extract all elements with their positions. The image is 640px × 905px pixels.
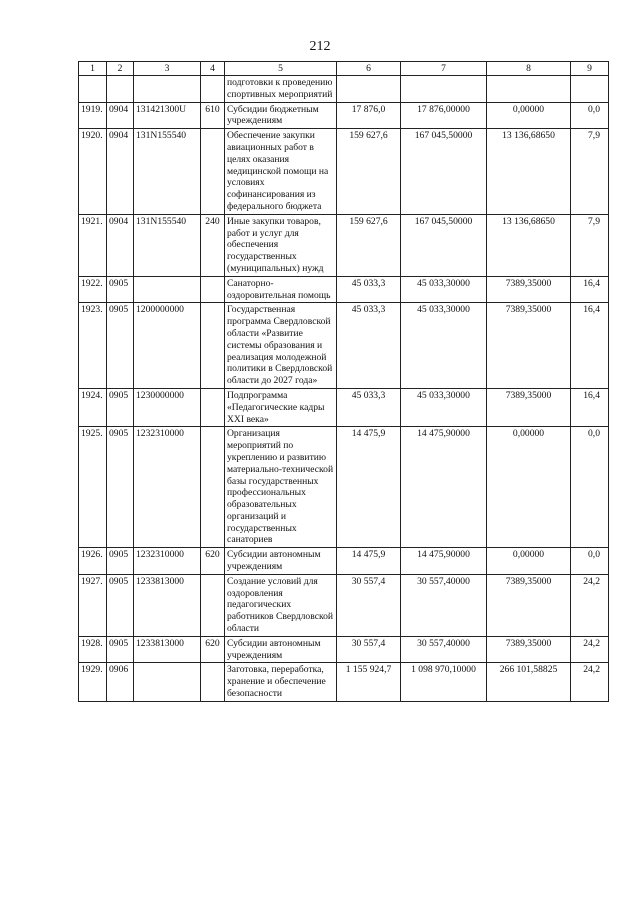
column-header: 3 <box>134 62 201 76</box>
target-article-code <box>134 663 201 701</box>
table-row <box>79 276 609 303</box>
item-name: Иные закупки товаров, работ и услуг для обеспечения государственных (муниципальных) нужд <box>225 214 337 276</box>
execution-percent: 24,2 <box>571 663 609 701</box>
approved-amount: 45 033,30000 <box>401 303 487 389</box>
section-code: 0906 <box>107 663 134 701</box>
execution-percent <box>571 76 609 103</box>
approved-amount: 30 557,40000 <box>401 636 487 663</box>
target-article-code: 1233813000 <box>134 574 201 636</box>
row-number: 1925. <box>79 427 107 548</box>
column-header: 6 <box>337 62 401 76</box>
execution-percent: 16,4 <box>571 388 609 426</box>
expense-type-code <box>201 427 225 548</box>
table-row <box>79 303 609 389</box>
execution-percent: 0,0 <box>571 548 609 575</box>
row-number: 1920. <box>79 129 107 215</box>
planned-amount <box>337 76 401 103</box>
executed-amount: 13 136,68650 <box>487 129 571 215</box>
section-code <box>107 76 134 103</box>
execution-percent: 24,2 <box>571 636 609 663</box>
section-code: 0905 <box>107 388 134 426</box>
item-name: Государственная программа Свердловской области «Развитие системы образования и реализация молодежной политики в Свердловской области до 2027 года» <box>225 303 337 389</box>
section-code: 0905 <box>107 427 134 548</box>
approved-amount: 30 557,40000 <box>401 574 487 636</box>
approved-amount <box>401 76 487 103</box>
planned-amount: 1 155 924,7 <box>337 663 401 701</box>
target-article-code: 131N155540 <box>134 129 201 215</box>
expense-type-code <box>201 76 225 103</box>
target-article-code: 1232310000 <box>134 427 201 548</box>
section-code: 0904 <box>107 129 134 215</box>
approved-amount: 167 045,50000 <box>401 129 487 215</box>
column-header: 2 <box>107 62 134 76</box>
target-article-code <box>134 276 201 303</box>
planned-amount: 30 557,4 <box>337 636 401 663</box>
column-header: 8 <box>487 62 571 76</box>
item-name: Субсидии автономным учреждениям <box>225 548 337 575</box>
row-number: 1928. <box>79 636 107 663</box>
section-code: 0905 <box>107 303 134 389</box>
column-header: 9 <box>571 62 609 76</box>
expense-type-code <box>201 303 225 389</box>
item-name: подготовки к проведению спортивных мероприятий <box>225 76 337 103</box>
item-name: Санаторно-оздоровительная помощь <box>225 276 337 303</box>
planned-amount: 45 033,3 <box>337 303 401 389</box>
execution-percent: 7,9 <box>571 214 609 276</box>
column-header: 7 <box>401 62 487 76</box>
row-number: 1926. <box>79 548 107 575</box>
execution-percent: 16,4 <box>571 276 609 303</box>
approved-amount: 14 475,90000 <box>401 548 487 575</box>
target-article-code: 131421300U <box>134 102 201 129</box>
section-code: 0905 <box>107 636 134 663</box>
executed-amount: 0,00000 <box>487 427 571 548</box>
table-header-row <box>79 62 609 76</box>
table-row <box>79 214 609 276</box>
column-header: 5 <box>225 62 337 76</box>
item-name: Подпрограмма «Педагогические кадры XXI века» <box>225 388 337 426</box>
execution-percent: 0,0 <box>571 427 609 548</box>
target-article-code: 131N155540 <box>134 214 201 276</box>
row-number: 1929. <box>79 663 107 701</box>
expense-type-code: 610 <box>201 102 225 129</box>
executed-amount: 0,00000 <box>487 548 571 575</box>
execution-percent: 16,4 <box>571 303 609 389</box>
row-number: 1922. <box>79 276 107 303</box>
planned-amount: 159 627,6 <box>337 129 401 215</box>
item-name: Организация мероприятий по укреплению и развитию материально-технической базы государственных профессиональных образовательных организаций и государственных санаториев <box>225 427 337 548</box>
target-article-code: 1232310000 <box>134 548 201 575</box>
section-code: 0904 <box>107 102 134 129</box>
planned-amount: 30 557,4 <box>337 574 401 636</box>
column-header: 4 <box>201 62 225 76</box>
execution-percent: 24,2 <box>571 574 609 636</box>
expense-type-code: 620 <box>201 548 225 575</box>
approved-amount: 167 045,50000 <box>401 214 487 276</box>
item-name: Обеспечение закупки авиационных работ в целях оказания медицинской помощи на условиях софинансирования из федерального бюджета <box>225 129 337 215</box>
executed-amount: 7389,35000 <box>487 303 571 389</box>
section-code: 0905 <box>107 548 134 575</box>
expense-type-code: 620 <box>201 636 225 663</box>
item-name: Субсидии бюджетным учреждениям <box>225 102 337 129</box>
target-article-code: 1200000000 <box>134 303 201 389</box>
approved-amount: 1 098 970,10000 <box>401 663 487 701</box>
approved-amount: 14 475,90000 <box>401 427 487 548</box>
expense-type-code <box>201 276 225 303</box>
table-row <box>79 102 609 129</box>
table-row <box>79 663 609 701</box>
section-code: 0904 <box>107 214 134 276</box>
expense-type-code <box>201 574 225 636</box>
planned-amount: 45 033,3 <box>337 276 401 303</box>
approved-amount: 45 033,30000 <box>401 388 487 426</box>
planned-amount: 159 627,6 <box>337 214 401 276</box>
execution-percent: 0,0 <box>571 102 609 129</box>
section-code: 0905 <box>107 574 134 636</box>
page-number: 212 <box>309 39 331 54</box>
row-number: 1923. <box>79 303 107 389</box>
executed-amount: 7389,35000 <box>487 276 571 303</box>
planned-amount: 17 876,0 <box>337 102 401 129</box>
expense-type-code <box>201 388 225 426</box>
table-row <box>79 548 609 575</box>
budget-table <box>78 61 609 702</box>
column-header: 1 <box>79 62 107 76</box>
table-row <box>79 76 609 103</box>
executed-amount: 13 136,68650 <box>487 214 571 276</box>
approved-amount: 45 033,30000 <box>401 276 487 303</box>
executed-amount: 266 101,58825 <box>487 663 571 701</box>
row-number: 1924. <box>79 388 107 426</box>
executed-amount: 7389,35000 <box>487 574 571 636</box>
expense-type-code: 240 <box>201 214 225 276</box>
executed-amount: 0,00000 <box>487 102 571 129</box>
table-row <box>79 574 609 636</box>
expense-type-code <box>201 129 225 215</box>
target-article-code <box>134 76 201 103</box>
section-code: 0905 <box>107 276 134 303</box>
item-name: Субсидии автономным учреждениям <box>225 636 337 663</box>
executed-amount: 7389,35000 <box>487 636 571 663</box>
row-number: 1919. <box>79 102 107 129</box>
item-name: Заготовка, переработка, хранение и обеспечение безопасности <box>225 663 337 701</box>
executed-amount: 7389,35000 <box>487 388 571 426</box>
table-row <box>79 129 609 215</box>
item-name: Создание условий для оздоровления педагогических работников Свердловской области <box>225 574 337 636</box>
planned-amount: 14 475,9 <box>337 548 401 575</box>
target-article-code: 1233813000 <box>134 636 201 663</box>
approved-amount: 17 876,00000 <box>401 102 487 129</box>
target-article-code: 1230000000 <box>134 388 201 426</box>
executed-amount <box>487 76 571 103</box>
table-row <box>79 388 609 426</box>
row-number: 1927. <box>79 574 107 636</box>
expense-type-code <box>201 663 225 701</box>
planned-amount: 14 475,9 <box>337 427 401 548</box>
execution-percent: 7,9 <box>571 129 609 215</box>
table-row <box>79 636 609 663</box>
row-number: 1921. <box>79 214 107 276</box>
row-number <box>79 76 107 103</box>
table-row <box>79 427 609 548</box>
planned-amount: 45 033,3 <box>337 388 401 426</box>
